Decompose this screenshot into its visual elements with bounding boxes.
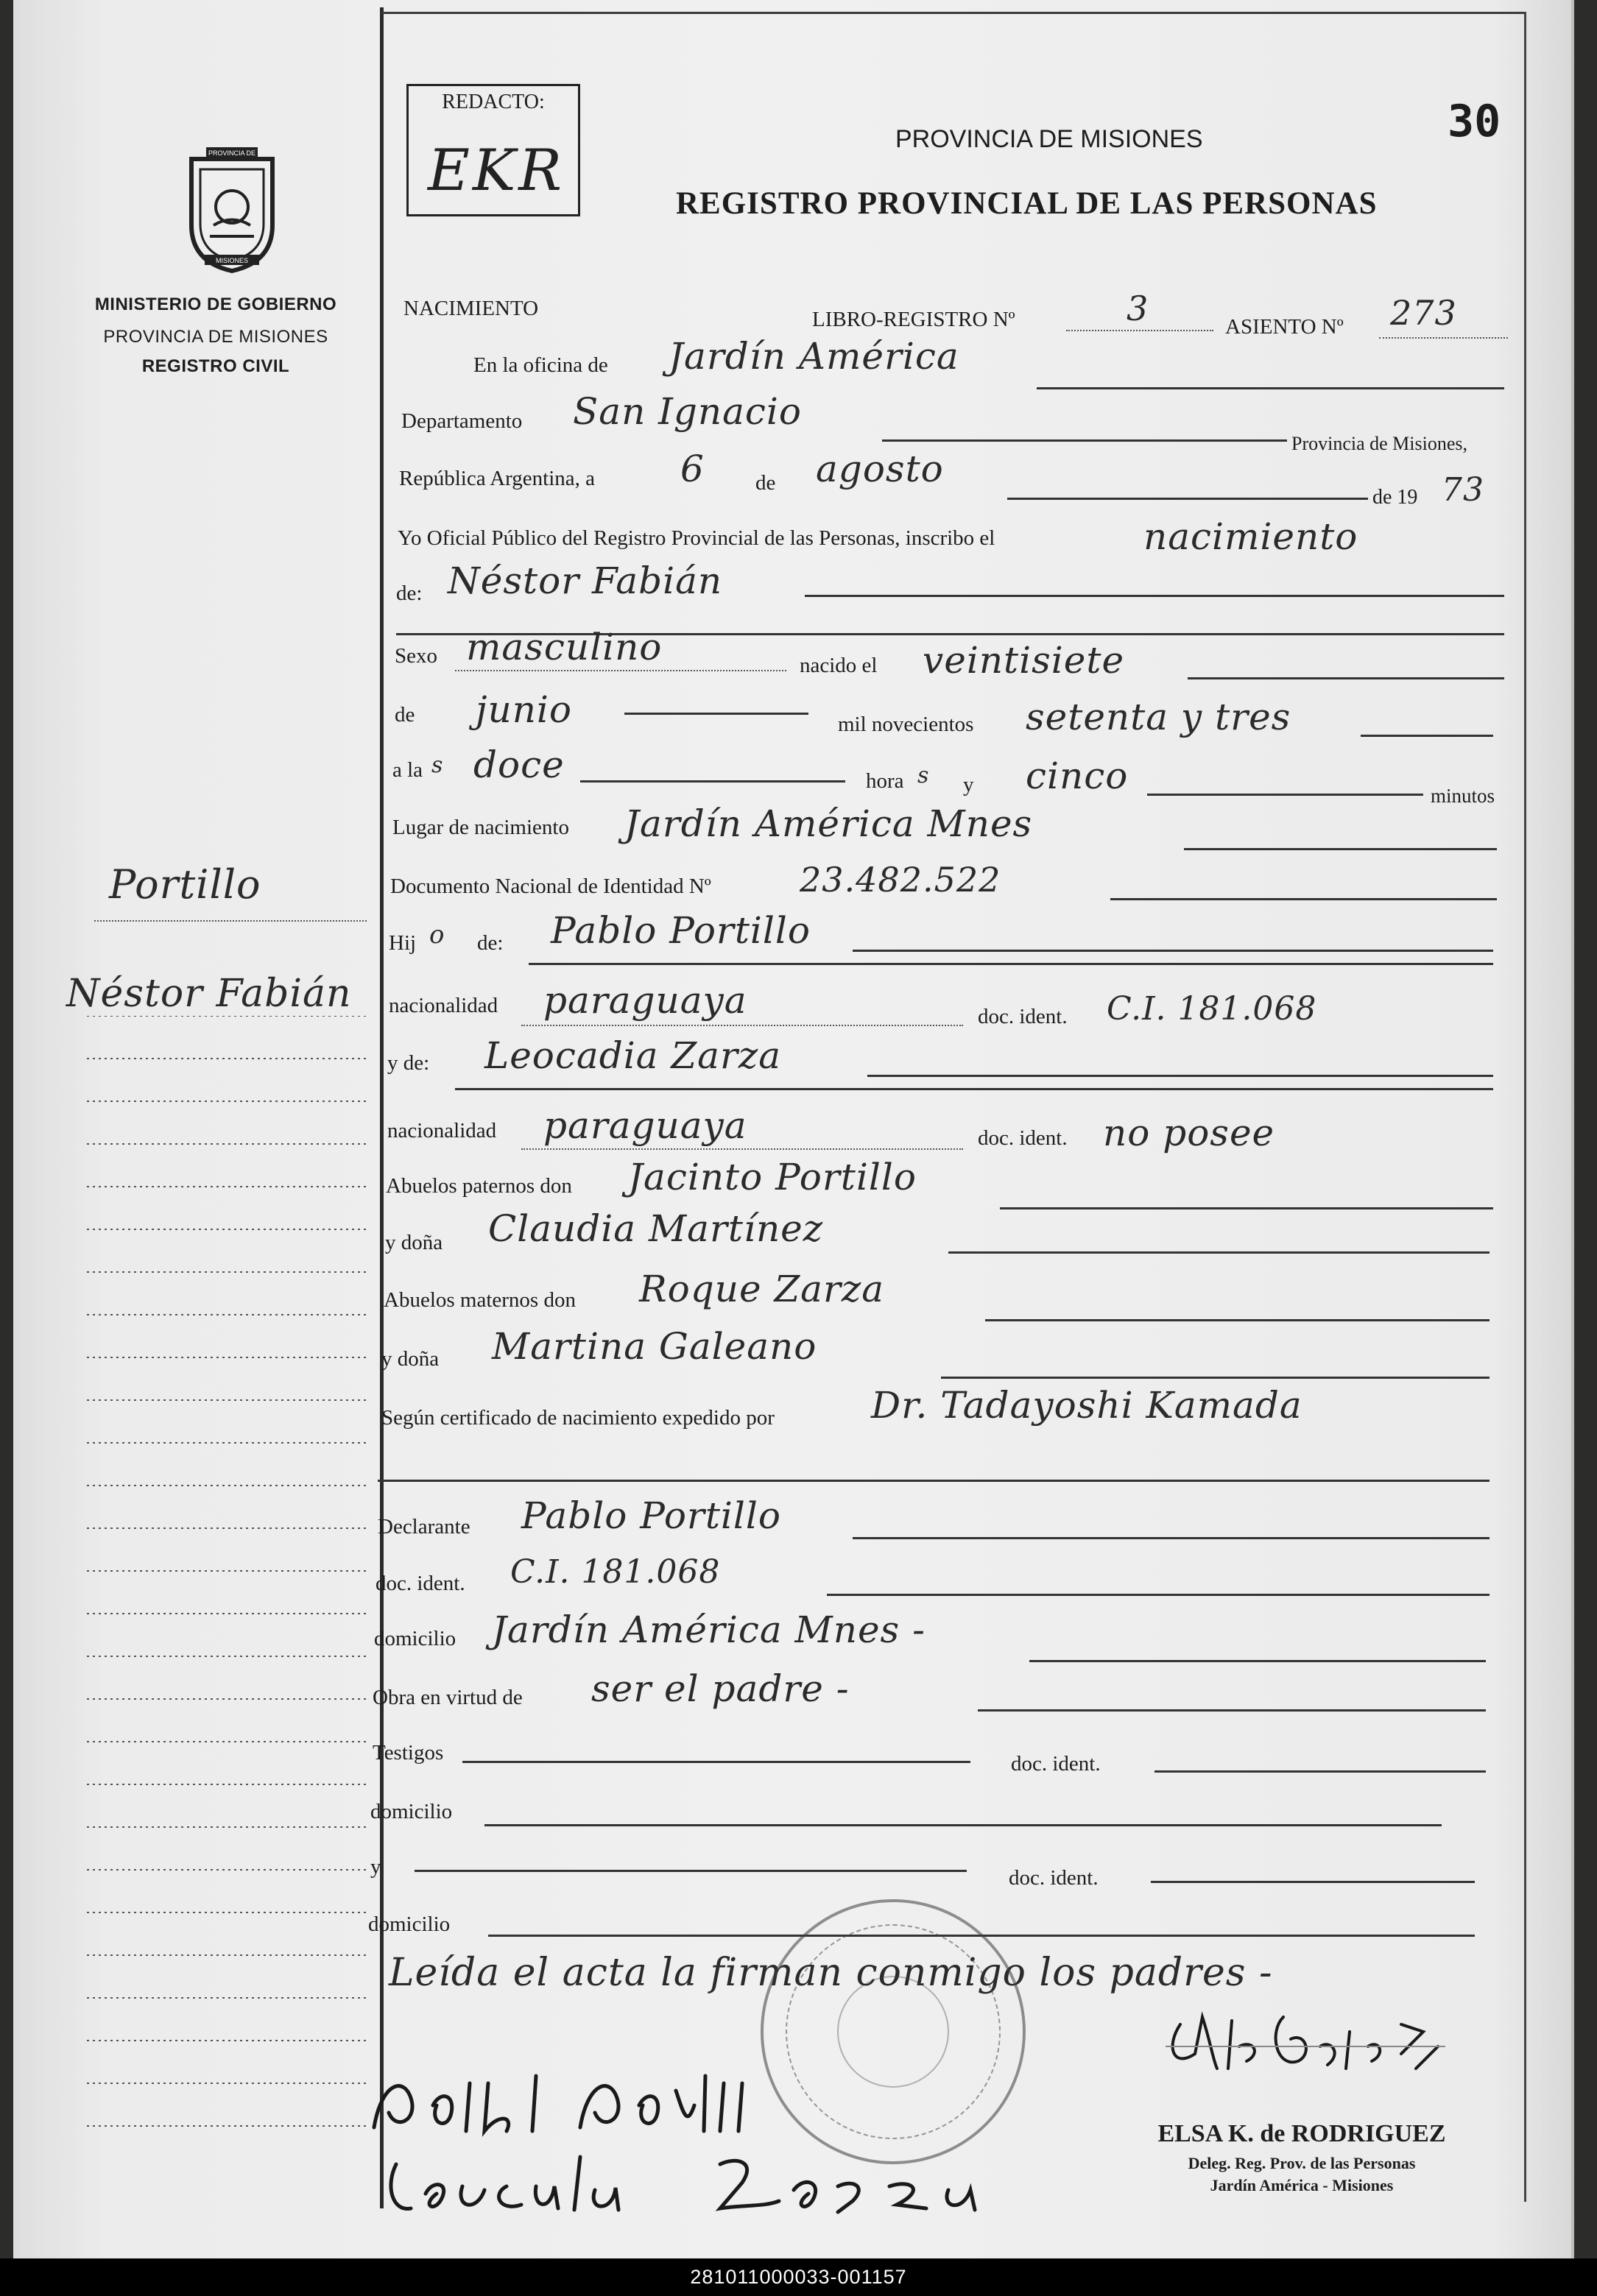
mother-doc-value: no posee <box>1103 1112 1275 1154</box>
emblem-top-text: PROVINCIA DE <box>208 149 256 157</box>
minutos-label: minutos <box>1431 785 1495 807</box>
lugar-value: Jardín América Mnes <box>624 802 1033 845</box>
abuela-paterna-value: Claudia Martínez <box>488 1207 824 1250</box>
asiento-value: 273 <box>1390 293 1457 333</box>
declarante-doc-value: C.I. 181.068 <box>510 1553 721 1591</box>
frame-top-rule <box>381 12 1526 14</box>
departamento-label: Departamento <box>401 409 523 433</box>
de2-label: de: <box>396 582 423 605</box>
province-heading: PROVINCIA DE MISIONES <box>103 327 328 347</box>
hora-value: doce <box>473 743 565 786</box>
domicilio-label: domicilio <box>374 1627 456 1650</box>
hijo-de-label: de: <box>477 931 504 955</box>
hijo-label: Hij <box>389 931 417 955</box>
abuelo-paterno-value: Jacinto Portillo <box>628 1156 917 1198</box>
father-nacionalidad-dots <box>521 1025 963 1026</box>
abuela-paterna-line <box>948 1251 1490 1254</box>
certificado-medico-value: Dr. Tadayoshi Kamada <box>871 1384 1302 1427</box>
oficina-line <box>1037 387 1504 389</box>
asiento-label: ASIENTO Nº <box>1225 315 1344 339</box>
mother-line-1 <box>867 1075 1493 1077</box>
testigo-2-doc-line <box>1151 1881 1475 1883</box>
year-value: 73 <box>1442 471 1484 509</box>
abuela-paterna-label: y doña <box>385 1231 443 1254</box>
abuelo-materno-value: Roque Zarza <box>639 1268 885 1310</box>
y-label: y <box>963 773 974 796</box>
birth-month-line <box>624 713 808 715</box>
a-la-mark: s <box>431 752 444 778</box>
record-type-label: NACIMIENTO <box>403 297 539 320</box>
a-la-label: a la <box>392 758 423 782</box>
abuela-materna-value: Martina Galeano <box>492 1325 817 1368</box>
abuelo-materno-line <box>985 1319 1490 1321</box>
domicilio-value: Jardín América Mnes - <box>492 1608 926 1651</box>
testigos-label: Testigos <box>373 1741 444 1765</box>
father-line-1 <box>853 950 1493 952</box>
inscribo-value: nacimiento <box>1143 515 1358 558</box>
y-de-label: y de: <box>387 1051 430 1075</box>
registry-title: REGISTRO PROVINCIAL DE LAS PERSONAS <box>676 186 1378 221</box>
libro-label: LIBRO-REGISTRO Nº <box>812 308 1015 331</box>
province-coat-of-arms-icon <box>177 144 287 275</box>
horas-mark: s <box>917 763 930 788</box>
leida-el-acta-statement: Leída el acta la firman conmigo los padres - <box>389 1951 1273 1995</box>
folio-number: 30 <box>1448 96 1501 147</box>
testigo-1-line <box>462 1761 970 1763</box>
oficina-value: Jardín América <box>669 335 959 378</box>
dni-line <box>1110 898 1497 900</box>
month-line <box>1007 498 1368 500</box>
sexo-label: Sexo <box>395 644 437 668</box>
day-value: 6 <box>680 448 705 490</box>
margin-name-annotation: Néstor Fabián <box>66 972 352 1016</box>
nacido-value: veintisiete <box>923 639 1125 682</box>
nacido-label: nacido el <box>800 654 878 677</box>
birth-month-value: junio <box>476 688 573 731</box>
birth-year-line <box>1361 735 1493 737</box>
obra-en-virtud-label: Obra en virtud de <box>373 1686 523 1709</box>
mother-nacionalidad-label: nacionalidad <box>387 1119 497 1142</box>
minutos-value: cinco <box>1026 755 1129 797</box>
de3-label: de <box>395 703 415 727</box>
margin-surname-annotation: Portillo <box>109 861 261 908</box>
name-line-1 <box>805 595 1504 597</box>
year-label: de 19 <box>1372 486 1418 509</box>
declarante-doc-label: doc. ident. <box>376 1572 465 1595</box>
margin-dotted-line <box>94 920 367 922</box>
hijo-suffix: o <box>429 920 445 950</box>
abuela-materna-line <box>941 1377 1490 1379</box>
father-nacionalidad-label: nacionalidad <box>389 994 498 1017</box>
testigo-1-doc-label: doc. ident. <box>1011 1752 1101 1776</box>
testigo-2-line <box>415 1870 967 1872</box>
father-doc-value: C.I. 181.068 <box>1107 990 1317 1028</box>
mil-novecientos-label: mil novecientos <box>838 713 974 736</box>
official-name: ELSA K. de RODRIGUEZ <box>1157 2120 1446 2147</box>
libro-dotted-line <box>1066 330 1213 331</box>
document-sheet <box>13 0 1574 2258</box>
scan-footer-id: 281011000033-001157 <box>0 2258 1597 2296</box>
testigo-2-domicilio-label: domicilio <box>368 1912 451 1936</box>
certificado-line <box>378 1480 1490 1482</box>
dni-value: 23.482.522 <box>800 860 1001 900</box>
sexo-dotted-line <box>455 670 786 671</box>
testigo-2-y-label: y <box>370 1855 381 1879</box>
testigo-1-doc-line <box>1154 1770 1486 1773</box>
mother-nacionalidad-dots <box>521 1148 963 1150</box>
official-title: Deleg. Reg. Prov. de las Personas <box>1188 2154 1416 2172</box>
oficina-label: En la oficina de <box>473 353 608 377</box>
obra-en-virtud-value: ser el padre - <box>591 1667 850 1710</box>
mother-nacionalidad-value: paraguaya <box>543 1104 747 1147</box>
redacto-label: REDACTO: <box>442 91 545 113</box>
province-title: PROVINCIA DE MISIONES <box>895 125 1203 153</box>
mother-value: Leocadia Zarza <box>484 1034 782 1077</box>
official-signature <box>1158 2002 1453 2083</box>
registry-heading: REGISTRO CIVIL <box>141 356 290 376</box>
dni-label: Documento Nacional de Identidad Nº <box>390 875 711 898</box>
birth-year-value: setenta y tres <box>1026 696 1291 738</box>
father-line-2 <box>529 963 1493 965</box>
month-value: agosto <box>816 448 944 490</box>
segun-certificado-label: Según certificado de nacimiento expedido por <box>381 1406 775 1430</box>
de-label: de <box>755 471 776 495</box>
emblem-bottom-text: MISIONES <box>215 257 249 264</box>
declarante-value: Pablo Portillo <box>521 1494 781 1537</box>
father-signature <box>359 2061 772 2150</box>
yo-oficial-text: Yo Oficial Público del Registro Provincial de las Personas, inscribo el <box>398 526 995 550</box>
testigo-1-domicilio-label: domicilio <box>370 1800 453 1823</box>
departamento-line <box>882 439 1287 442</box>
departamento-value: San Ignacio <box>573 390 803 433</box>
obra-line <box>978 1709 1486 1712</box>
testigo-2-doc-label: doc. ident. <box>1009 1866 1099 1890</box>
official-place: Jardín América - Misiones <box>1210 2176 1394 2194</box>
lugar-line <box>1184 848 1497 850</box>
declarante-line <box>853 1537 1490 1539</box>
domicilio-line <box>1029 1660 1486 1662</box>
sexo-value: masculino <box>466 626 663 668</box>
abuela-materna-label: y doña <box>381 1347 440 1371</box>
hora-line <box>580 780 845 783</box>
abuelo-paterno-line <box>1000 1207 1493 1209</box>
libro-value: 3 <box>1127 289 1149 328</box>
redacto-box <box>406 84 580 216</box>
nacido-line <box>1188 677 1504 679</box>
mother-doc-label: doc. ident. <box>978 1126 1068 1150</box>
mother-line-2 <box>455 1088 1493 1090</box>
father-nacionalidad-value: paraguaya <box>543 979 747 1022</box>
abuelos-maternos-label: Abuelos maternos don <box>384 1288 576 1312</box>
minutos-line <box>1147 794 1423 796</box>
redacto-initials: EKR <box>428 138 565 204</box>
abuelos-paternos-label: Abuelos paternos don <box>386 1174 572 1198</box>
provincia-suffix: Provincia de Misiones, <box>1291 433 1468 454</box>
testigo-1-domicilio-line <box>484 1824 1442 1826</box>
mother-signature <box>381 2142 1103 2223</box>
horas-label: hora <box>866 769 904 793</box>
name-value: Néstor Fabián <box>448 559 723 602</box>
republica-label: República Argentina, a <box>399 467 596 490</box>
father-doc-label: doc. ident. <box>978 1005 1068 1028</box>
declarante-doc-line <box>827 1594 1490 1596</box>
ministry-heading: MINISTERIO DE GOBIERNO <box>94 294 337 314</box>
declarante-label: Declarante <box>378 1515 470 1539</box>
father-value: Pablo Portillo <box>551 909 811 952</box>
margin-dotted-lines <box>87 1016 367 2164</box>
lugar-label: Lugar de nacimiento <box>392 816 569 839</box>
asiento-dotted-line <box>1379 337 1508 339</box>
registry-seal-stamp <box>761 1899 1026 2164</box>
frame-right-rule <box>1524 12 1526 2202</box>
